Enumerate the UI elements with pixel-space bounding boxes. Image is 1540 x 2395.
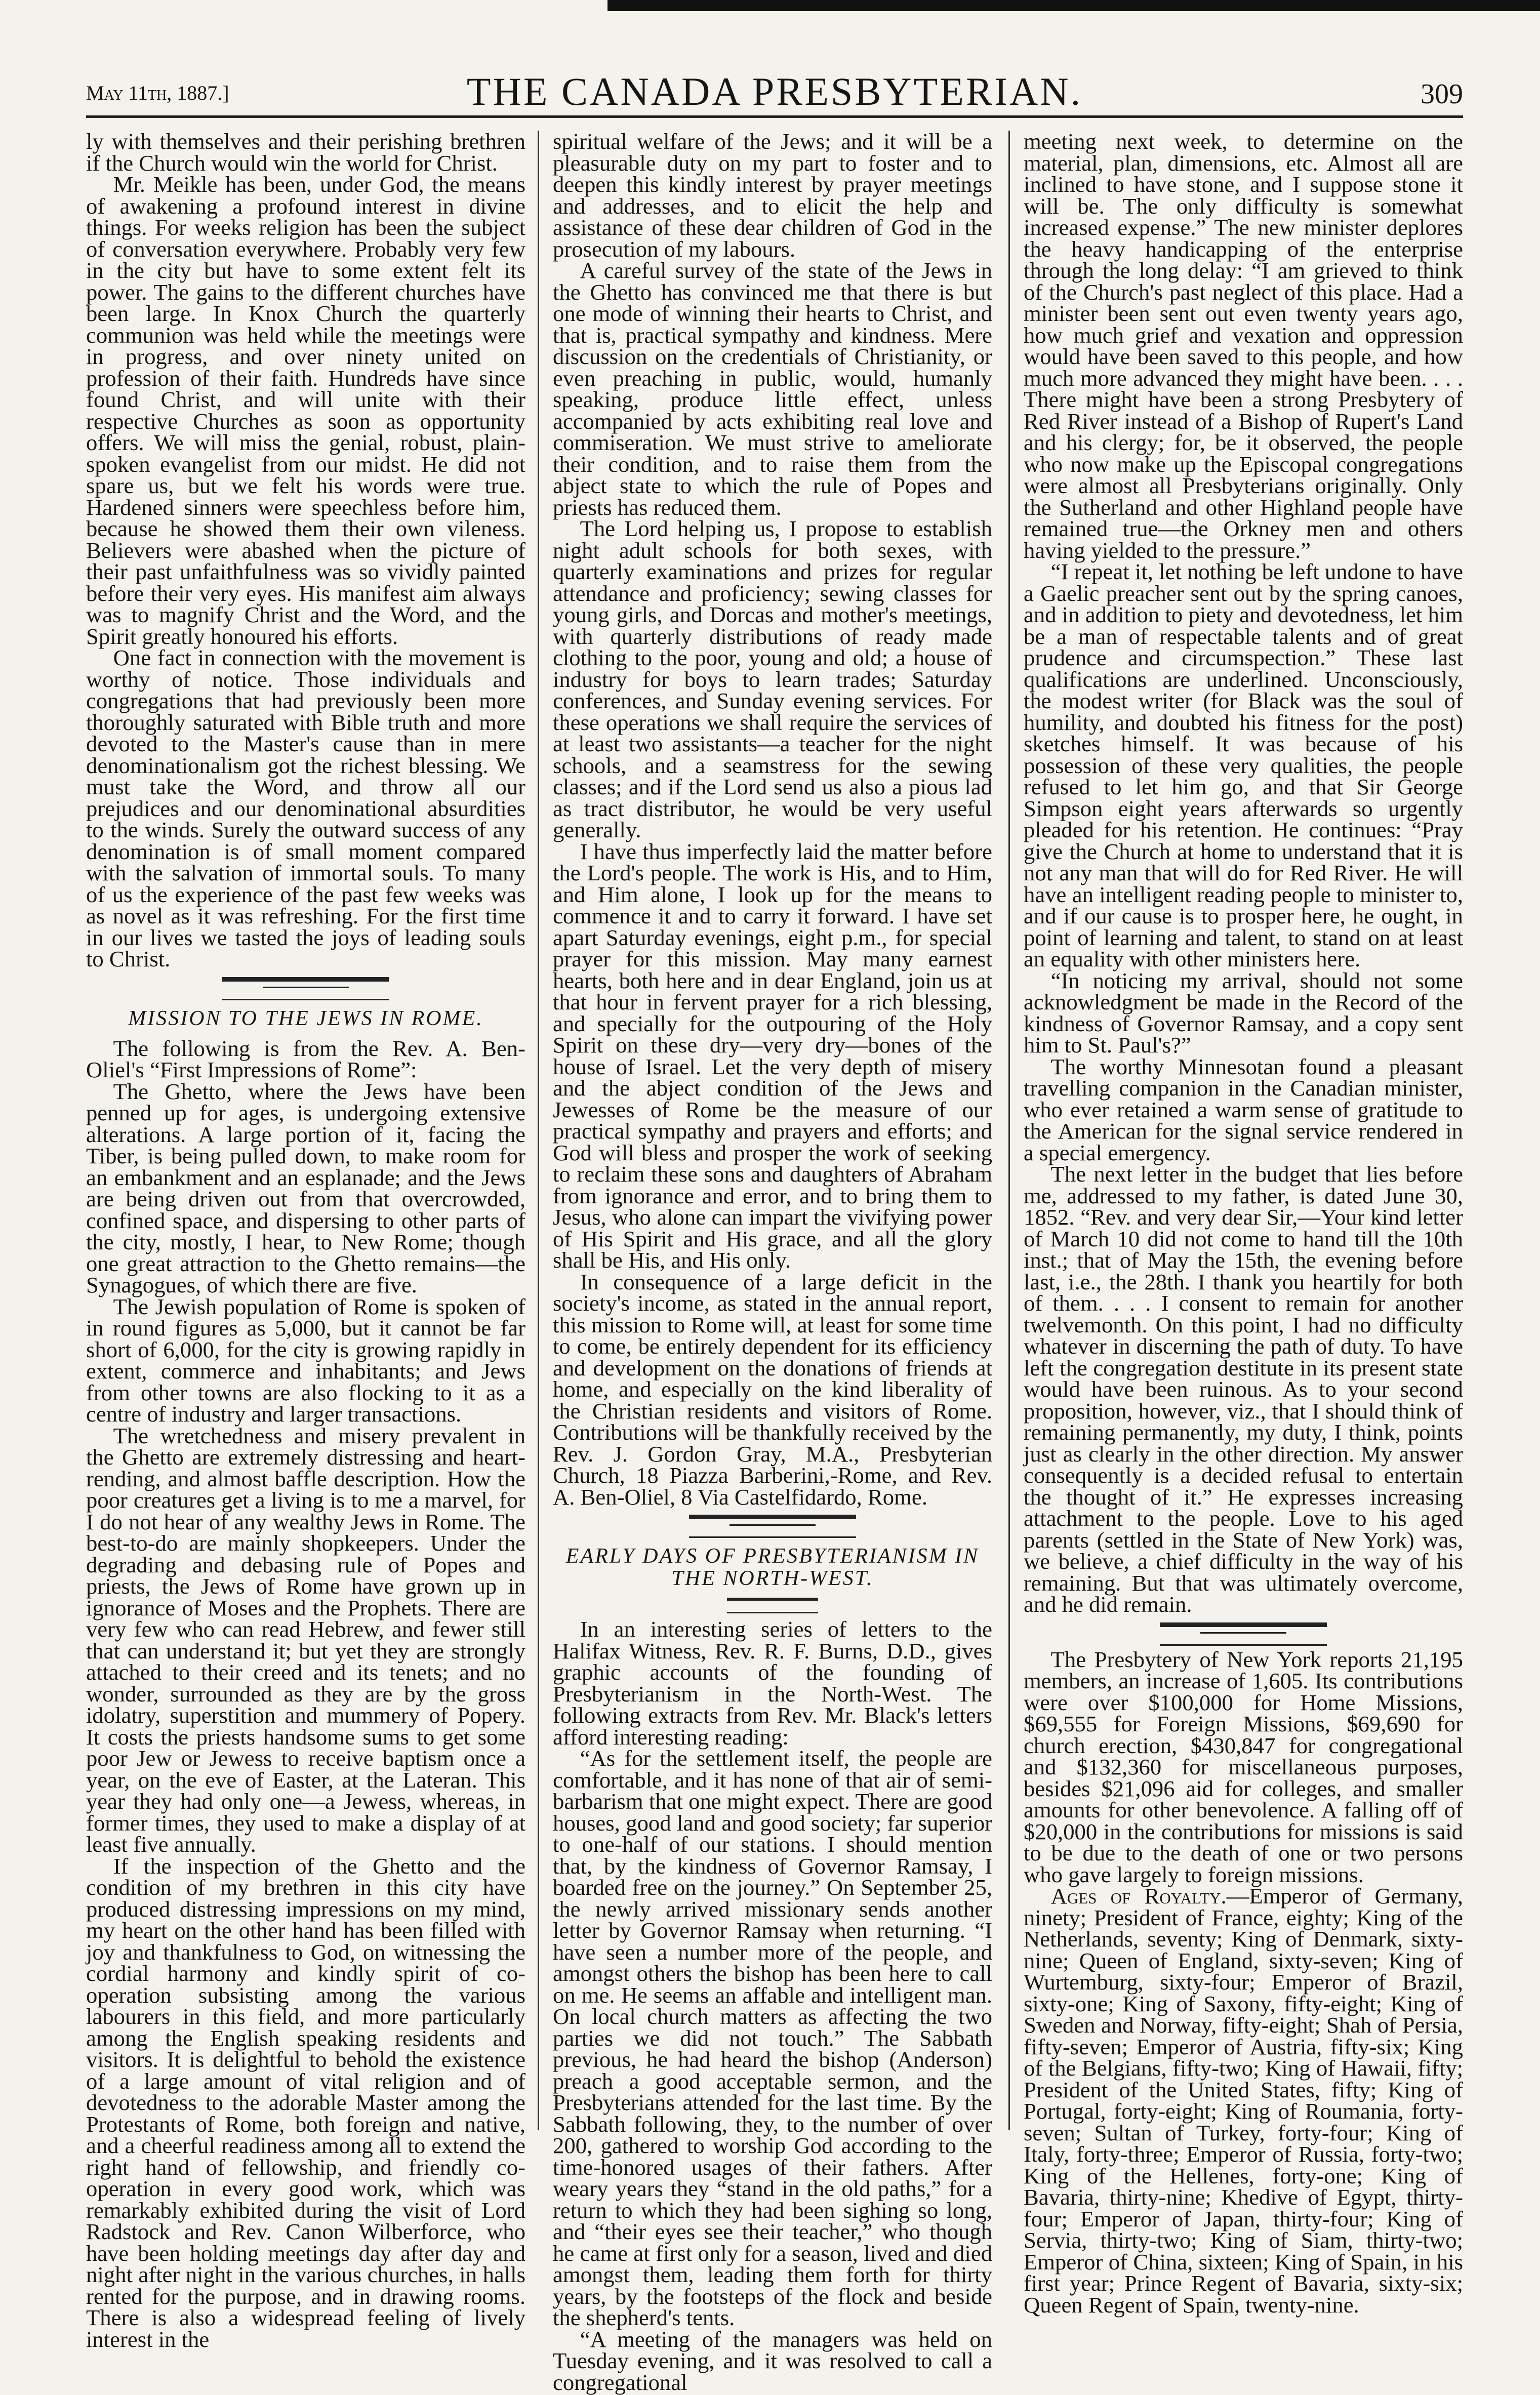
paragraph: The following is from the Rev. A. Ben-Oliel's “First Impressions of Rome”: (86, 1035, 525, 1082)
issue-date: May 11th, 1887.] (86, 82, 229, 104)
page-number: 309 (1421, 78, 1463, 110)
paragraph: In consequence of a large deficit in the society's income, as stated in the annual report, this mission to Rome will, at least for some time to come, be entirely dependent for its efficiency and development on the donations of friends at home, and especially on the kind liberality of the Christian residents and visitors of Rome. Contributions will be thankfully received by the Rev. J. Gordon Gray, M.A., Presbyterian Church, 18 Piazza Barberini,-Rome, and Rev. A. Ben-Oliel, 8 Via Castelfidardo, Rome. (553, 1269, 992, 1510)
paragraph: “I repeat it, let nothing be left undone to have a Gaelic preacher sent out by the spring canoes, and in addition to piety and devotedness, let him be a man of respectable talents and of great prudence and circumspection.” These last qualifications are underlined. Unconsciously, the modest writer (for Black was the soul of humility, and doubted his fitness for the post) sketches himself. It was because of his possession of these very qualities, the people refused to let him go, and that Sir George Simpson eight years afterwards so urgently pleaded for his retention. He continues: “Pray give the Church at home to understand that it is not any man that will do for Red River. He will have an intelligent reading people to minister to, and if our cause is to prosper here, he ought, in point of learning and talent, to stand on at least an equality with other ministers here. (1024, 559, 1463, 971)
paragraph: ly with themselves and their perishing brethren if the Church would win the world for Christ. (86, 129, 525, 176)
heading-rule (727, 1598, 818, 1613)
section-heading: MISSION TO THE JEWS IN ROME. (128, 1006, 483, 1030)
column-rule (538, 131, 539, 2130)
column-rule (1008, 131, 1010, 2130)
paragraph: If the inspection of the Ghetto and the condition of my brethren in this city have produced distressing impressions on my mind, my heart on the other hand has been filled with joy and thankfulness to God, on witnessing the cordial harmony and kindly spirit of co-operation subsisting among the various labourers in this field, and more particularly among the English speaking residents and visitors. It is delightful to behold the existence of a large amount of vital religion and of devotedness to the adorable Master among the Protestants of Rome, both foreign and native, and a cheerful readiness among all to extend the right hand of fellowship, and friendly co-operation in every good work, which was remarkably exhibited during the visit of Lord Radstock and Rev. Canon Wilberforce, who have been holding meetings day after day and night after night in the various churches, in halls rented for the purpose, and in drawing rooms. There is also a widespread feeling of lively interest in the (86, 1853, 525, 2352)
paragraph: Mr. Meikle has been, under God, the means of awakening a profound interest in divine things. For weeks religion has been the subject of conversation everywhere. Probably very few in the city but have to some extent felt its power. The gains to the different churches have been large. In Knox Church the quarterly communion was held while the meetings were in progress, and over ninety united on profession of their faith. Hundreds have since found Christ, and will unite with their respective Churches as soon as opportunity offers. We will miss the genial, robust, plain-spoken evangelist from our midst. He did not spare us, but we felt his words were true. Hardened sinners were speechless before him, because he showed them their own vileness. Believers were abashed when the picture of their past unfaithfulness was so vividly painted before their very eyes. His manifest aim always was to magnify Christ and the Word, and the Spirit greatly honoured his efforts. (86, 172, 525, 649)
section-ornament (689, 1515, 856, 1538)
paragraph-body: —Emperor of Germany, ninety; President of France, eighty; King of the Netherlands, seventy; King of Denmark, sixty-nine; Queen of England, sixty-seven; King of Wurtemburg, sixty-four; Emperor of Brazil, sixty-one; King of Saxony, fifty-eight; King of Sweden and Norway, fifty-eight; Shah of Persia, fifty-seven; Emperor of Austria, fifty-six; King of the Belgians, fifty-two; King of Hawaii, fifty; President of the United States, fifty; King of Portugal, forty-eight; King of Roumania, forty-seven; Sultan of Turkey, forty-four; King of Italy, forty-three; Emperor of Russia, forty-two; King of the Hellenes, forty-one; King of Bavaria, thirty-nine; Khedive of Egypt, thirty-four; Emperor of Japan, thirty-four; King of Servia, thirty-two; King of Siam, thirty-two; Emperor of China, sixteen; King of Spain, in his first year; Prince Regent of Bavaria, sixty-six; Queen Regent of Spain, twenty-nine. (1024, 1883, 1463, 2318)
top-border (607, 0, 1540, 11)
section-ornament (1160, 1622, 1327, 1646)
column-2 (553, 129, 992, 2395)
paragraph (1024, 1885, 1463, 2316)
paragraph: The worthy Minnesotan found a pleasant travelling companion in the Canadian minister, who ever retained a warm sense of gratitude to the American for the signal service rendered in a special emergency. (1024, 1053, 1463, 1165)
paragraph: The next letter in the budget that lies before me, addressed to my father, is dated June 30, 1852. “Rev. and very dear Sir,—Your kind letter of March 10 did not come to hand till the 10th inst.; that of May the 15th, the evening before last, i.e., the 28th. I thank you heartily for both of them. . . . I consent to remain for another twelvemonth. On this point, I had no difficulty whatever in discerning the path of duty. To have left the congregation destitute in its present state would have been ruinous. As to your second proposition, however, viz., that I should think of remaining permanently, my duty, I think, points just as clearly in the other direction. My answer consequently is a decided refusal to entertain the thought of it.” He expresses increasing attachment to the people. Love to his aged parents (settled in the State of New York) was, we believe, a chief difficulty in the way of his remaining. But that was ultimately overcome, and he did remain. (1024, 1161, 1463, 1617)
paragraph: The Presbytery of New York reports 21,195 members, an increase of 1,605. Its contributions were over $100,000 for Home Missions, $69,555 for Foreign Missions, $69,690 for church erection, $430,847 for congregational and $132,360 for miscellaneous purposes, besides $21,096 aid for colleges, and smaller amounts for other benevolence. A falling off of $20,000 in the contributions for missions is said to be due to the death of one or two persons who gave largely to foreign missions. (1024, 1646, 1463, 1887)
section-ornament (222, 977, 389, 1000)
paragraph: In an interesting series of letters to the Halifax Witness, Rev. R. F. Burns, D.D., gives graphic accounts of the founding of Presbyterianism in the North-West. The following extracts from Rev. Mr. Black's letters afford interesting reading: (553, 1616, 992, 1750)
section-heading: EARLY DAYS OF PRESBYTERIANISM IN THE NORTH-WEST. (565, 1545, 980, 1590)
paragraph: The wretchedness and misery prevalent in the Ghetto are extremely distressing and heart-rending, and almost baffle description. How the poor creatures get a living is to me a marvel, for I do not hear of any wealthy Jews in Rome. The best-to-do are mainly shopkeepers. Under the degrading and debasing rule of Popes and priests, the Jews of Rome have grown up in ignorance of Moses and the Prophets. There are very few who can read Hebrew, and fewer still that can understand it; but yet they are strongly attached to their creed and its tenets; and no wonder, surrounded as they are by the gross idolatry, superstition and mummery of Popery. It costs the priests handsome sums to get some poor Jew or Jewess to receive baptism once a year, on the eve of Easter, at the Lateran. This year they had only one—a Jewess, whereas, in former times, they used to make a display of at least five annually. (86, 1423, 525, 1857)
page-header (86, 60, 1463, 118)
paragraph: One fact in connection with the movement is worthy of notice. Those individuals and congregations that had previously been more thoroughly saturated with Bible truth and more devoted to the Master's cause than in mere denominationalism got the richest blessing. We must take the Word, and throw all our prejudices and our denominational absurdities to the winds. Surely the outward success of any denomination is of small moment compared with the salvation of immortal souls. To many of us the experience of the past few weeks was as novel as it was refreshing. For the first time in our lives we tasted the joys of leading souls to Christ. (86, 645, 525, 971)
paragraph: A careful survey of the state of the Jews in the Ghetto has convinced me that there is but one mode of winning their hearts to Christ, and that is, practical sympathy and kindness. Mere discussion on the credentials of Christianity, or even preaching in public, would, humanly speaking, produce little effect, unless accompanied by acts exhibiting real love and commiseration. We must strive to ameliorate their condition, and to raise them from the abject state to which the rule of Popes and priests has reduced them. (553, 258, 992, 520)
paragraph: I have thus imperfectly laid the matter before the Lord's people. The work is His, and to Him, and Him alone, I look up for the means to commence it and to carry it forward. I have set apart Saturday evenings, eight p.m., for special prayer for this mission. May many earnest hearts, both here and in dear England, join us at that hour in fervent prayer for a rich blessing, and specially for the outpouring of the Holy Spirit on these dry—very dry—bones of the house of Israel. Let the very depth of misery and the abject condition of the Jews and Jewesses of Rome be the measure of our practical sympathy and prayers and efforts; and God will bless and prosper the work of seeking to reclaim these sons and daughters of Abraham from ignorance and error, and to bring them to Jesus, who alone can impart the vivifying power of His Spirit and His grace, and all the glory shall be His, and His only. (553, 838, 992, 1273)
run-in-heading: Ages of Royalty. (1050, 1883, 1227, 1909)
paragraph: The Lord helping us, I propose to establish night adult schools for both sexes, with quarterly examinations and prizes for regular attendance and proficiency; sewing classes for young girls, and Dorcas and mother's meetings, with quarterly distributions of ready made clothing to the poor, young and old; a house of industry for boys to learn trades; Saturday conferences, and Sunday evening services. For these operations we shall require the services of at least two assistants—a teacher for the night schools, and a seamstress for the sewing classes; and if the Lord send us also a pious lad as tract distributor, he would be very useful generally. (553, 516, 992, 842)
paragraph: The Jewish population of Rome is spoken of in round figures as 5,000, but it cannot be far short of 6,000, for the city is growing rapidly in extent, commerce and inhabitants; and Jews from other towns are also flocking to it as a centre of industry and larger transactions. (86, 1293, 525, 1427)
paragraph: “As for the settlement itself, the people are comfortable, and it has none of that air of semi-barbarism that one might expect. There are good houses, good land and good society; far superior to one-half of our stations. I should mention that, by the kindness of Governor Ramsay, I boarded free on the journey.” On September 25, the newly arrived missionary sends another letter by Governor Ramsay when returning. “I have seen a number more of the people, and amongst others the bishop has been here to call on me. He seems an affable and intelligent man. On local church matters as affecting the two parties we did not touch.” The Sabbath previous, he had heard the bishop (Anderson) preach a good acceptable sermon, and the Presbyterians attended for the last time. By the Sabbath following, they, to the number of over 200, gathered to worship God according to the time-honored usages of their fathers. After weary years they “stand in the old paths,” for a return to which they had been sighing so long, and “their eyes see their teacher,” who though he came at first only for a season, lived and died amongst them, leading them forth for thirty years, by the footsteps of the flock and beside the shepherd's tents. (553, 1745, 992, 2330)
paragraph: spiritual welfare of the Jews; and it will be a pleasurable duty on my part to foster and to deepen this kindly interest by prayer meetings and addresses, and to elicit the help and assistance of these dear children of God in the prosecution of my labours. (553, 129, 992, 262)
column-3 (1024, 129, 1463, 2318)
paragraph: “A meeting of the managers was held on Tuesday evening, and it was resolved to call a congregational (553, 2326, 992, 2395)
masthead-title: THE CANADA PRESBYTERIAN. (466, 69, 1083, 113)
paragraph: The Ghetto, where the Jews have been penned up for ages, is undergoing extensive alterations. A large portion of it, facing the Tiber, is being pulled down, to make room for an embankment and an esplanade; and the Jews are being driven out from that overcrowded, confined space, and dispersing to other parts of the city, mostly, I hear, to New Rome; though one great attraction to the Ghetto remains—the Synagogues, of which there are five. (86, 1078, 525, 1297)
paragraph: meeting next week, to determine on the material, plan, dimensions, etc. Almost all are inclined to have stone, and I suppose stone it will be. The only difficulty is somewhat increased expense.” The new minister deplores the heavy handicapping of the enterprise through the long delay: “I am grieved to think of the Church's past neglect of this place. Had a minister been sent out even twenty years ago, how much grief and vexation and oppression would have been saved to this people, and how much more advanced they might have been. . . . There might have been a strong Presbytery of Red River instead of a Bishop of Rupert's Land and his clergy; for, be it observed, the people who now make up the Episcopal congregations were almost all Presbyterians originally. Only the Sutherland and other Highland people have remained true—the Orkney men and others having yielded to the pressure.” (1024, 129, 1463, 563)
article-columns (86, 129, 1463, 2395)
column-1 (86, 129, 525, 2352)
paragraph: “In noticing my arrival, should not some acknowledgment be made in the Record of the kindness of Governor Ramsay, and a copy sent him to St. Paul's?” (1024, 967, 1463, 1058)
